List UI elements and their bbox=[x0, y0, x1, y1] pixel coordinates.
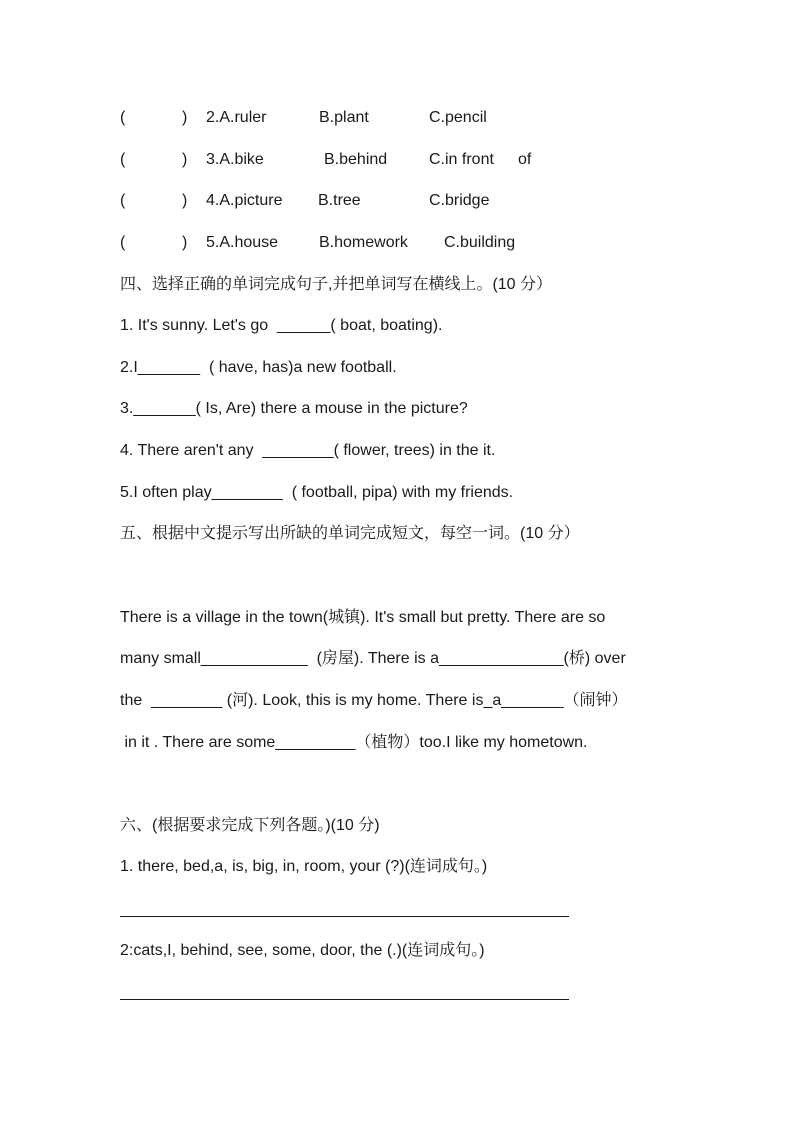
mc-row-4 bbox=[120, 191, 680, 211]
option-b: B.plant bbox=[319, 109, 369, 126]
passage-line-2: many small____________ (房屋). There is a______________(桥) over bbox=[120, 650, 626, 667]
section-4-heading: 四、选择正确的单词完成句子,并把单词写在横线上。(10 分） bbox=[120, 276, 553, 293]
option-b: B.tree bbox=[318, 192, 361, 209]
mc-row-3 bbox=[120, 150, 680, 170]
mc-row-5 bbox=[120, 233, 680, 253]
section-4-sentence-1: 1. It's sunny. Let's go ______( boat, boating). bbox=[120, 317, 443, 334]
section-6-heading: 六、(根据要求完成下列各题。)(10 分) bbox=[120, 817, 380, 834]
answer-bracket-close: ) bbox=[182, 192, 188, 209]
section-6-question-1: 1. there, bed,a, is, big, in, room, your (?)(连词成句。) bbox=[120, 858, 488, 875]
passage-line-4: in it . There are some_________（植物）too.I like my hometown. bbox=[120, 734, 588, 751]
option-a: 2.A.ruler bbox=[206, 109, 267, 126]
option-c: C.bridge bbox=[429, 192, 490, 209]
section-4-sentence-2: 2.I_______ ( have, has)a new football. bbox=[120, 359, 397, 376]
section-4-sentence-3: 3._______( Is, Are) there a mouse in the picture? bbox=[120, 400, 468, 417]
answer-bracket-close: ) bbox=[182, 234, 188, 251]
option-a: 5.A.house bbox=[206, 234, 279, 251]
passage-line-1: There is a village in the town(城镇). It's small but pretty. There are so bbox=[120, 609, 606, 626]
option-c-extra: of bbox=[518, 151, 532, 168]
mc-row-2 bbox=[120, 108, 680, 128]
answer-line-2 bbox=[120, 999, 569, 1000]
answer-bracket-close: ) bbox=[182, 109, 188, 126]
answer-bracket-open: ( bbox=[120, 192, 126, 209]
answer-bracket-open: ( bbox=[120, 109, 126, 126]
section-6-question-2: 2:cats,I, behind, see, some, door, the (.)(连词成句。) bbox=[120, 942, 485, 959]
answer-bracket-close: ) bbox=[182, 151, 188, 168]
answer-line-1 bbox=[120, 916, 569, 917]
option-b: B.behind bbox=[324, 151, 388, 168]
option-b: B.homework bbox=[319, 234, 408, 251]
answer-bracket-open: ( bbox=[120, 151, 126, 168]
passage-line-3: the ________ (河). Look, this is my home. There is_a_______（闹钟） bbox=[120, 692, 628, 709]
answer-bracket-open: ( bbox=[120, 234, 126, 251]
option-c: C.in front bbox=[429, 151, 494, 168]
option-a: 4.A.picture bbox=[206, 192, 283, 209]
option-c: C.pencil bbox=[429, 109, 487, 126]
section-4-sentence-5: 5.I often play________ ( football, pipa) with my friends. bbox=[120, 484, 514, 501]
section-4-sentence-4: 4. There aren't any ________( flower, trees) in the it. bbox=[120, 442, 496, 459]
option-c: C.building bbox=[444, 234, 516, 251]
section-5-heading: 五、根据中文提示写出所缺的单词完成短文，每空一词。(10 分） bbox=[120, 525, 580, 542]
option-a: 3.A.bike bbox=[206, 151, 264, 168]
